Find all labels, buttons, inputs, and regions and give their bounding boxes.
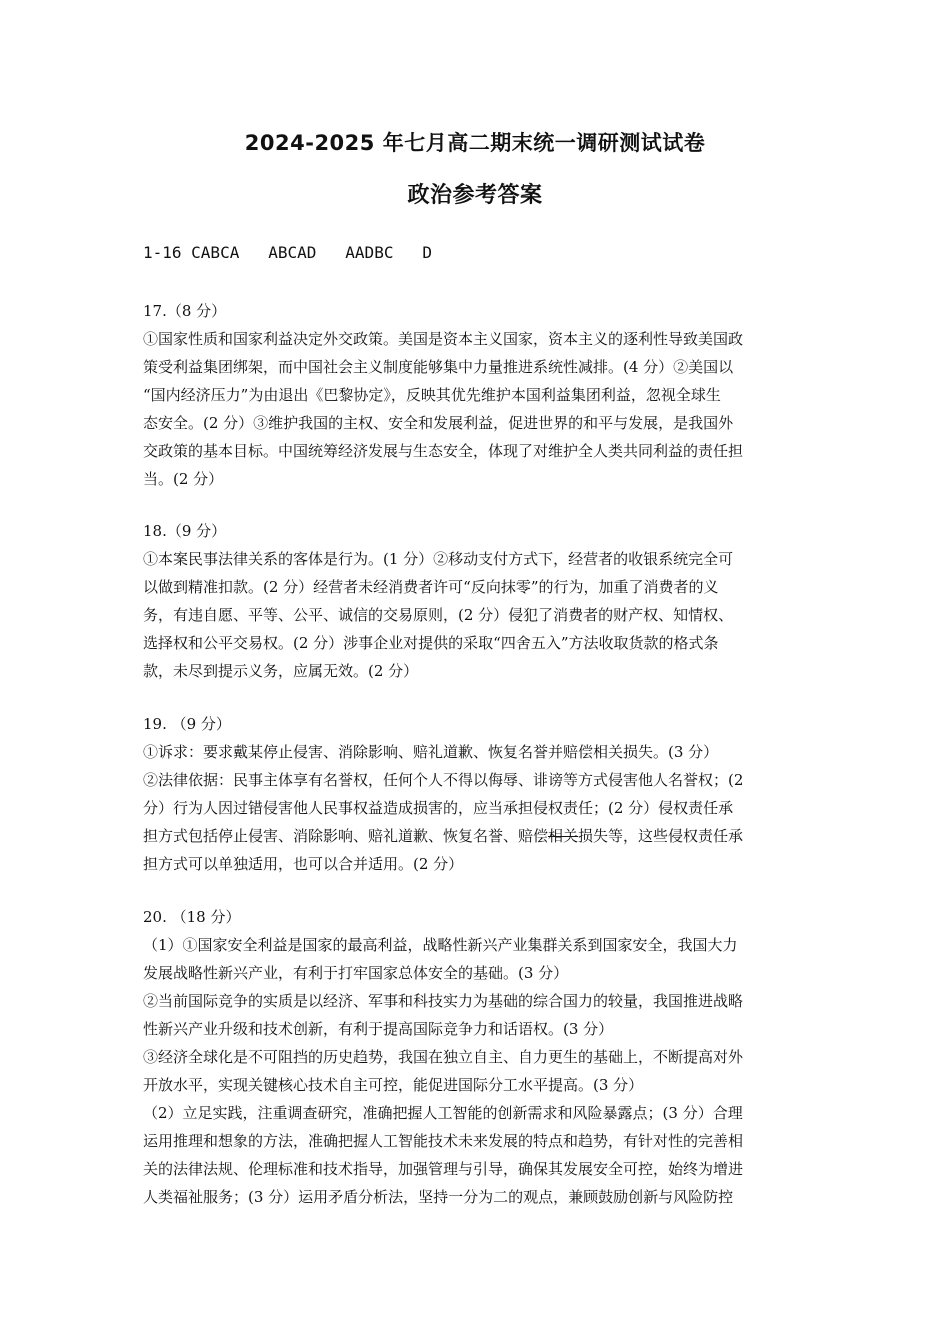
answer-line: 款，未尽到提示义务，应属无效。(2 分）	[143, 662, 419, 680]
answer-line: （1）①国家安全利益是国家的最高利益，战略性新兴产业集群关系到国家安全，我国大力	[143, 936, 738, 954]
multiple-choice-answers: 1-16 CABCA ABCAD AADBC D	[143, 243, 432, 262]
answer-line: 分）行为人因过错侵害他人民事权益造成损害的，应当承担侵权责任；(2 分）侵权责任承	[143, 799, 734, 817]
answer-line: ①本案民事法律关系的客体是行为。(1 分）②移动支付方式下，经营者的收银系统完全可	[143, 550, 734, 568]
struck-text: 相关	[548, 827, 579, 845]
answer-line: 人类福祉服务；(3 分）运用矛盾分析法，坚持一分为二的观点，兼顾鼓励创新与风险防控	[143, 1188, 734, 1206]
document-subtitle: 政治参考答案	[407, 183, 543, 208]
answer-line: 务，有违自愿、平等、公平、诚信的交易原则，(2 分）侵犯了消费者的财产权、知情权、	[143, 606, 734, 624]
answer-line	[143, 822, 808, 850]
answer-line: 发展战略性新兴产业，有利于打牢国家总体安全的基础。(3 分）	[143, 964, 569, 982]
answer-line: ①诉求：要求戴某停止侵害、消除影响、赔礼道歉、恢复名誉并赔偿相关损失。(3 分）	[143, 743, 719, 761]
answer-line: 策受利益集团绑架，而中国社会主义制度能够集中力量推进系统性减排。(4 分）②美国以	[143, 358, 734, 376]
answer-text: 担方式包括停止侵害、消除影响、赔礼道歉、恢复名誉、赔偿	[143, 827, 549, 845]
answer-line: 关的法律法规、伦理标准和技术指导，加强管理与引导，确保其发展安全可控，始终为增进	[143, 1160, 744, 1178]
answer-text: 损失等，这些侵权责任承	[578, 827, 744, 845]
answer-line: ②当前国际竞争的实质是以经济、军事和科技实力为基础的综合国力的较量，我国推进战略	[143, 992, 744, 1010]
answer-line: 以做到精准扣款。(2 分）经营者未经消费者许可“反向抹零”的行为，加重了消费者的义	[143, 578, 719, 596]
question-17-heading: 17.（8 分）	[143, 302, 227, 320]
question-20	[143, 903, 808, 1211]
answer-line: 性新兴产业升级和技术创新，有利于提高国际竞争力和话语权。(3 分）	[143, 1020, 614, 1038]
question-18	[143, 517, 808, 685]
answer-line: 运用推理和想象的方法，准确把握人工智能技术未来发展的特点和趋势，有针对性的完善相	[143, 1132, 744, 1150]
answer-line: （2）立足实践，注重调查研究，准确把握人工智能的创新需求和风险暴露点；(3 分）合理	[143, 1104, 743, 1122]
answer-line: 开放水平，实现关键核心技术自主可控，能促进国际分工水平提高。(3 分）	[143, 1076, 644, 1094]
document-title: 2024-2025 年七月高二期末统一调研测试试卷	[244, 131, 706, 155]
question-19	[143, 710, 808, 878]
answer-line: 选择权和公平交易权。(2 分）涉事企业对提供的采取“四舍五入”方法收取货款的格式条	[143, 634, 719, 652]
answer-line: ③经济全球化是不可阻挡的历史趋势，我国在独立自主、自力更生的基础上，不断提高对外	[143, 1048, 744, 1066]
answer-line: ①国家性质和国家利益决定外交政策。美国是资本主义国家，资本主义的逐利性导致美国政	[143, 330, 744, 348]
answer-line: “国内经济压力”为由退出《巴黎协定》，反映其优先维护本国利益集团利益，忽视全球生	[143, 386, 721, 404]
answer-line: ②法律依据：民事主体享有名誉权，任何个人不得以侮辱、诽谤等方式侵害他人名誉权；(2	[143, 771, 744, 789]
question-19-heading: 19. （9 分）	[143, 715, 231, 733]
question-20-heading: 20. （18 分）	[143, 908, 241, 926]
answer-line: 担方式可以单独适用，也可以合并适用。(2 分）	[143, 855, 464, 873]
answer-line: 态安全。(2 分）③维护我国的主权、安全和发展利益，促进世界的和平与发展，是我国外	[143, 414, 734, 432]
answer-line: 当。(2 分）	[143, 470, 224, 488]
question-18-heading: 18.（9 分）	[143, 522, 227, 540]
answer-line: 交政策的基本目标。中国统筹经济发展与生态安全，体现了对维护全人类共同利益的责任担	[143, 442, 744, 460]
question-17	[143, 297, 808, 493]
